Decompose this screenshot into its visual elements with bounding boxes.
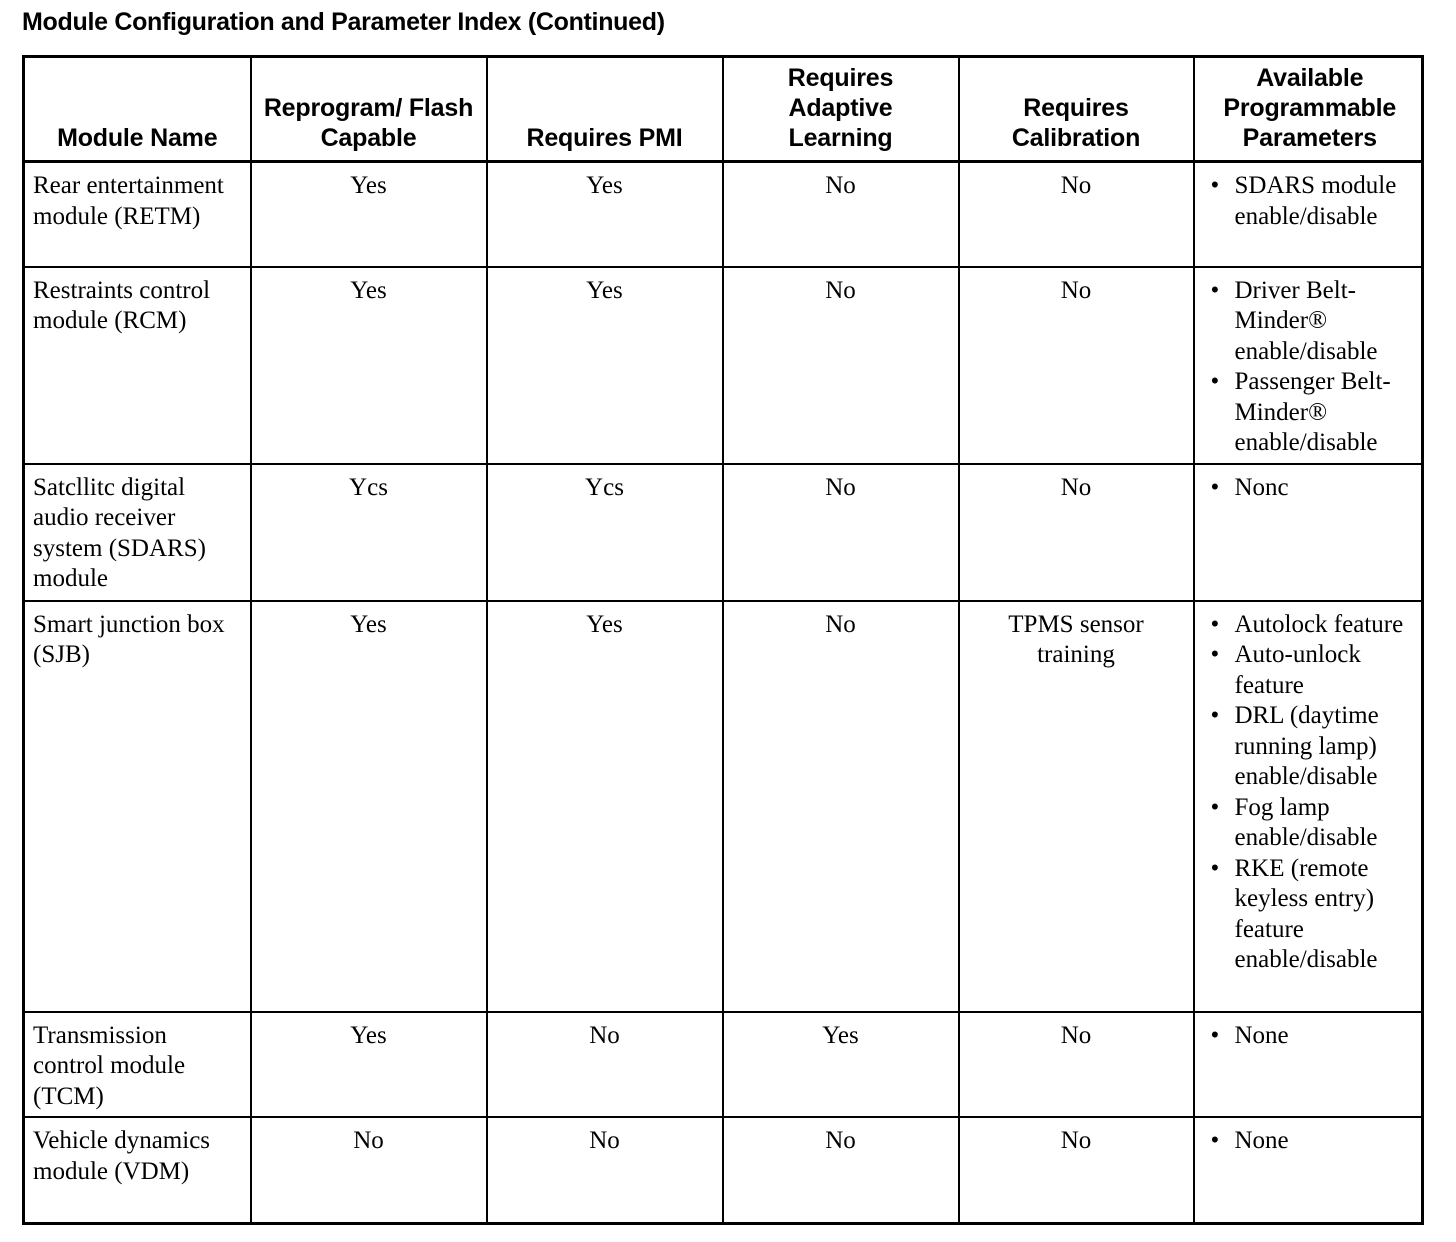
parameter-list (1203, 473, 1416, 504)
column-header-module-name: Module Name (24, 57, 251, 162)
cell-module-name: Transmission control module (TCM) (24, 1012, 251, 1118)
table-row (24, 162, 1423, 267)
cell-parameters (1194, 601, 1423, 1012)
cell-flash-capable: Ycs (251, 464, 487, 601)
parameter-list-item: • DRL (daytime running lamp) enable/disable (1235, 701, 1416, 793)
cell-adaptive-learning: No (723, 267, 959, 464)
cell-parameters (1194, 162, 1423, 267)
cell-parameters (1194, 267, 1423, 464)
cell-calibration: No (959, 162, 1194, 267)
parameter-list-item: • Driver Belt-Minder® enable/disable (1235, 276, 1416, 368)
cell-calibration: No (959, 267, 1194, 464)
parameter-list (1203, 171, 1416, 232)
table-header-row (24, 57, 1423, 162)
cell-requires-pmi: Yes (487, 267, 723, 464)
cell-requires-pmi: No (487, 1117, 723, 1223)
cell-requires-pmi: Yes (487, 162, 723, 267)
cell-parameters (1194, 1117, 1423, 1223)
parameter-list-item: • RKE (remote keyless entry) feature enable/disable (1235, 854, 1416, 976)
column-header-parameters-label: Available Programmable Parameters (1223, 64, 1397, 152)
cell-adaptive-learning: No (723, 464, 959, 601)
column-header-requires-pmi: Requires PMI (487, 57, 723, 162)
parameter-list-item: • None (1235, 1021, 1416, 1052)
cell-flash-capable: No (251, 1117, 487, 1223)
cell-flash-capable: Yes (251, 1012, 487, 1118)
cell-module-name: Restraints control module (RCM) (24, 267, 251, 464)
cell-requires-pmi: Yes (487, 601, 723, 1012)
parameter-list-item: • SDARS module enable/disable (1235, 171, 1416, 232)
parameter-list-item: • Auto-unlock feature (1235, 640, 1416, 701)
column-header-calibration (959, 57, 1194, 162)
cell-parameters (1194, 1012, 1423, 1118)
table-row (24, 1012, 1423, 1118)
cell-module-name: Satcllitc digital audio receiver system (SDARS) module (24, 464, 251, 601)
cell-adaptive-learning: No (723, 162, 959, 267)
cell-module-name: Vehicle dynamics module (VDM) (24, 1117, 251, 1223)
cell-requires-pmi: Ycs (487, 464, 723, 601)
parameter-list-item: • None (1235, 1126, 1416, 1157)
cell-flash-capable: Yes (251, 601, 487, 1012)
cell-adaptive-learning: No (723, 601, 959, 1012)
table-row (24, 601, 1423, 1012)
parameter-list (1203, 1021, 1416, 1052)
column-header-flash-capable (251, 57, 487, 162)
parameter-list-item: • Fog lamp enable/disable (1235, 793, 1416, 854)
parameter-list-item: • Passenger Belt-Minder® enable/disable (1235, 367, 1416, 459)
cell-parameters (1194, 464, 1423, 601)
cell-adaptive-learning: Yes (723, 1012, 959, 1118)
parameter-list-item: • Autolock feature (1235, 610, 1416, 641)
cell-flash-capable: Yes (251, 162, 487, 267)
parameter-list (1203, 1126, 1416, 1157)
table-row (24, 267, 1423, 464)
column-header-calibration-label: Requires Calibration (1011, 94, 1141, 152)
cell-adaptive-learning: No (723, 1117, 959, 1223)
column-header-adaptive-learning-label: Requires Adaptive Learning (787, 64, 894, 152)
table-row (24, 1117, 1423, 1223)
cell-calibration: No (959, 1117, 1194, 1223)
cell-calibration: No (959, 1012, 1194, 1118)
cell-module-name: Rear entertainment module (RETM) (24, 162, 251, 267)
column-header-adaptive-learning (723, 57, 959, 162)
cell-calibration: TPMS sensor training (959, 601, 1194, 1012)
cell-calibration: No (959, 464, 1194, 601)
column-header-flash-capable-label: Reprogram/ Flash Capable (263, 94, 474, 152)
module-configuration-table (22, 55, 1424, 1225)
parameter-list (1203, 276, 1416, 459)
parameter-list (1203, 610, 1416, 976)
table-row (24, 464, 1423, 601)
cell-requires-pmi: No (487, 1012, 723, 1118)
cell-module-name: Smart junction box (SJB) (24, 601, 251, 1012)
parameter-list-item: • Nonc (1235, 473, 1416, 504)
cell-flash-capable: Yes (251, 267, 487, 464)
column-header-parameters (1194, 57, 1423, 162)
page-title: Module Configuration and Parameter Index (Continued) (22, 8, 665, 36)
